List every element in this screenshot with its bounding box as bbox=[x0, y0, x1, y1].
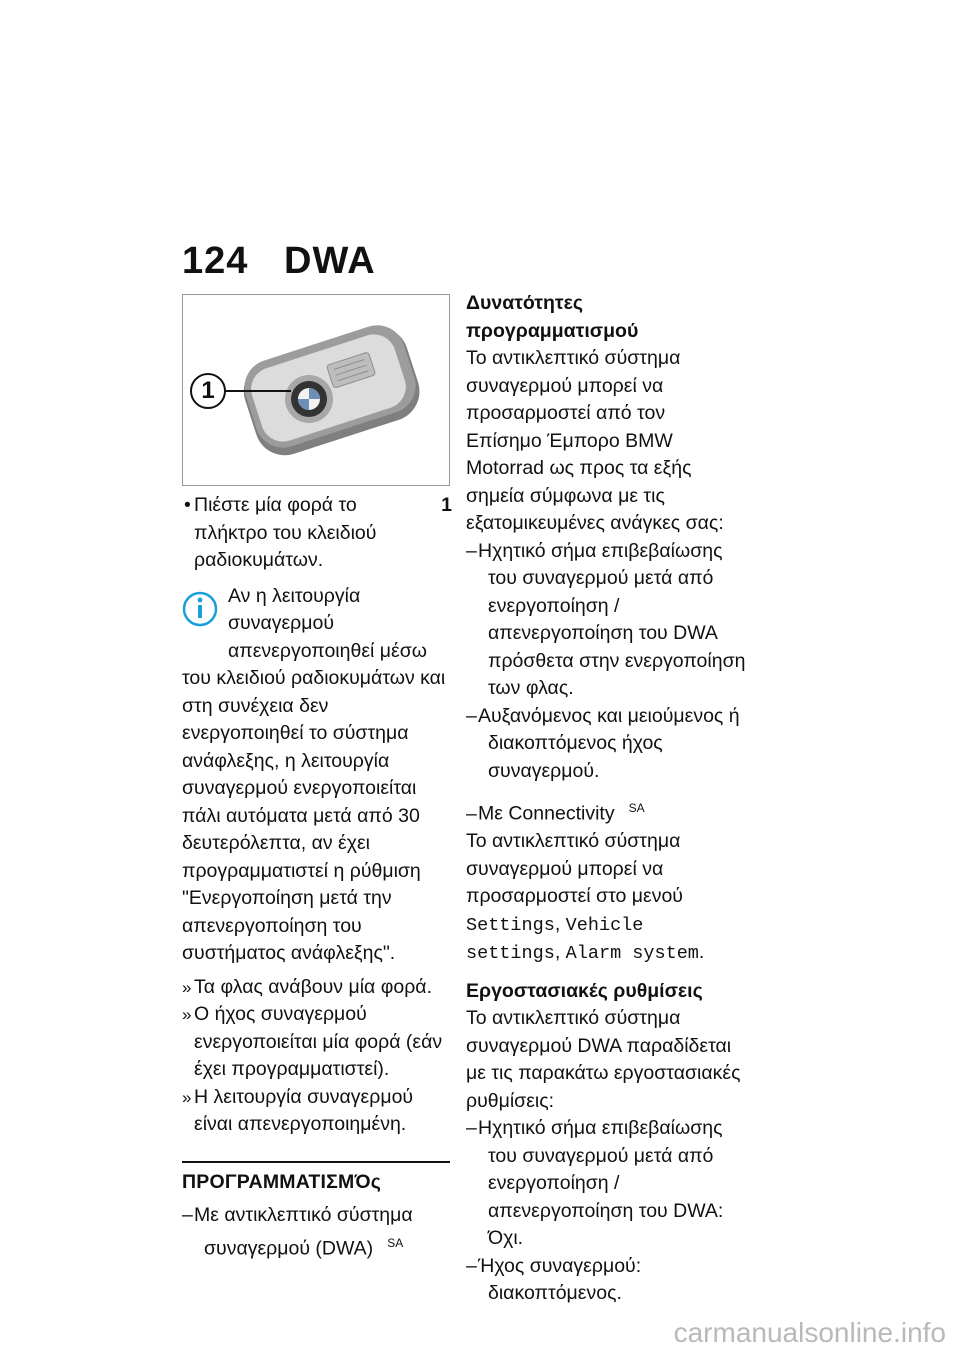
result-item bbox=[182, 1001, 452, 1084]
info-icon bbox=[182, 583, 222, 639]
result-item bbox=[182, 974, 452, 1002]
result-text: Ο ήχος συναγερμού ενεργοποιείται μία φορά (εάν έχει προγραμματιστεί). bbox=[194, 1003, 443, 1080]
list-item-text: Αυξανόμενος και μειούμενος ή διακοπτόμενος ήχος συναγερμού. bbox=[478, 704, 740, 782]
menu-path-item: Settings bbox=[466, 914, 555, 936]
radio-key-illustration bbox=[183, 295, 449, 485]
results-list bbox=[182, 974, 452, 1139]
condition-item bbox=[182, 1202, 452, 1263]
step-text: Πιέστε μία φορά το πλήκτρο του κλειδιού ραδιοκυμάτων. bbox=[194, 494, 377, 571]
section-title: ΠΡΟΓΡΑΜΜΑΤΙΣΜΌς bbox=[182, 1170, 382, 1193]
paragraph: Το αντικλεπτικό σύστημα συναγερμού μπορεί να προσαρμοστεί από τον Επίσημο Έμπορο BMW Motorrad ως προς τα εξής σημεία σύμφωνα με τις εξατομικευμένες ανάγκες σας: bbox=[466, 347, 724, 534]
list-item bbox=[466, 538, 746, 703]
heading-programming-options: Δυνατότητες προγραμματισμού bbox=[466, 292, 639, 342]
list-item-text: Ήχος συναγερμού: διακοπτόμενος. bbox=[478, 1254, 642, 1304]
result-arrow-icon: » bbox=[182, 1005, 192, 1024]
result-text: Τα φλας ανάβουν μία φορά. bbox=[194, 975, 432, 998]
heading-factory-settings: Εργοστασιακές ρυθμίσεις bbox=[466, 979, 703, 1002]
page-header bbox=[182, 240, 376, 283]
info-text: Αν η λειτουργία συναγερμού απενεργοποιηθεί μέσω του κλειδιού ραδιοκυμάτων και στη συνέχεια δεν ενεργοποιηθεί το σύστημα ανάφλεξης, η λειτουργία συναγερμού ενεργοποιείται πάλι αυτόματα μετά από 30 δευτερόλεπτα, αν έχει προγραμματιστεί η ρύθμιση "Ενεργοποίηση μετά την απενεργοποίηση του συστήματος ανάφλεξης". bbox=[182, 584, 446, 964]
info-note bbox=[182, 583, 452, 968]
result-item bbox=[182, 1084, 452, 1139]
sa-badge: SA bbox=[387, 1235, 404, 1250]
callout-number: 1 bbox=[201, 377, 215, 404]
list-item-text: Ηχητικό σήμα επιβεβαίωσης του συναγερμού μετά από ενεργοποίηση / απενεργοποίηση του DWA πρόσθετα στην ενεργοποίηση των φλας. bbox=[478, 539, 746, 699]
list-item bbox=[466, 1115, 746, 1253]
right-column bbox=[466, 290, 746, 1308]
page-number: 124 bbox=[182, 240, 249, 282]
list-item bbox=[466, 1253, 746, 1308]
key-reference: 1 bbox=[441, 494, 452, 516]
section-divider bbox=[182, 1161, 450, 1163]
dash-icon: – bbox=[466, 704, 477, 727]
chapter-title: DWA bbox=[284, 240, 376, 282]
condition-text: Με αντικλεπτικό σύστημα συναγερμού (DWA) bbox=[194, 1204, 413, 1259]
list-item bbox=[466, 703, 746, 786]
paragraph-text: Το αντικλεπτικό σύστημα συναγερμού μπορεί να προσαρμοστεί στο μενού bbox=[466, 830, 683, 907]
bmw-logo-icon bbox=[285, 375, 333, 423]
dash-icon: – bbox=[466, 802, 477, 825]
dash-icon: – bbox=[466, 539, 477, 562]
result-text: Η λειτουργία συναγερμού είναι απενεργοποιημένη. bbox=[194, 1085, 414, 1135]
result-arrow-icon: » bbox=[182, 1087, 192, 1107]
step-item bbox=[182, 492, 452, 575]
paragraph-menu: Το αντικλεπτικό σύστημα συναγερμού μπορεί να προσαρμοστεί στο μενού Settings, Vehicle settings, Alarm system. bbox=[466, 830, 705, 964]
dash-icon: – bbox=[466, 1117, 477, 1139]
condition-item bbox=[466, 795, 746, 828]
bullet-icon: • bbox=[184, 494, 191, 516]
dash-icon: – bbox=[466, 1254, 477, 1277]
dash-icon: – bbox=[182, 1204, 193, 1226]
key-figure bbox=[182, 294, 450, 486]
paragraph: Το αντικλεπτικό σύστημα συναγερμού DWA παραδίδεται με τις παρακάτω εργοστασιακές ρυθμίσεις: bbox=[466, 1007, 741, 1112]
result-arrow-icon: » bbox=[182, 977, 192, 997]
list-item-text: Ηχητικό σήμα επιβεβαίωσης του συναγερμού μετά από ενεργοποίηση / απενεργοποίηση του DWA: Όχι. bbox=[478, 1117, 724, 1249]
sa-badge: SA bbox=[628, 801, 645, 815]
left-column bbox=[182, 294, 452, 1263]
menu-path-item: Alarm system bbox=[565, 943, 699, 964]
condition-text: Με Connectivity bbox=[478, 802, 615, 825]
menu-path-item: Vehicle settings bbox=[466, 914, 644, 964]
watermark: carmanualsonline.info bbox=[673, 1317, 946, 1348]
